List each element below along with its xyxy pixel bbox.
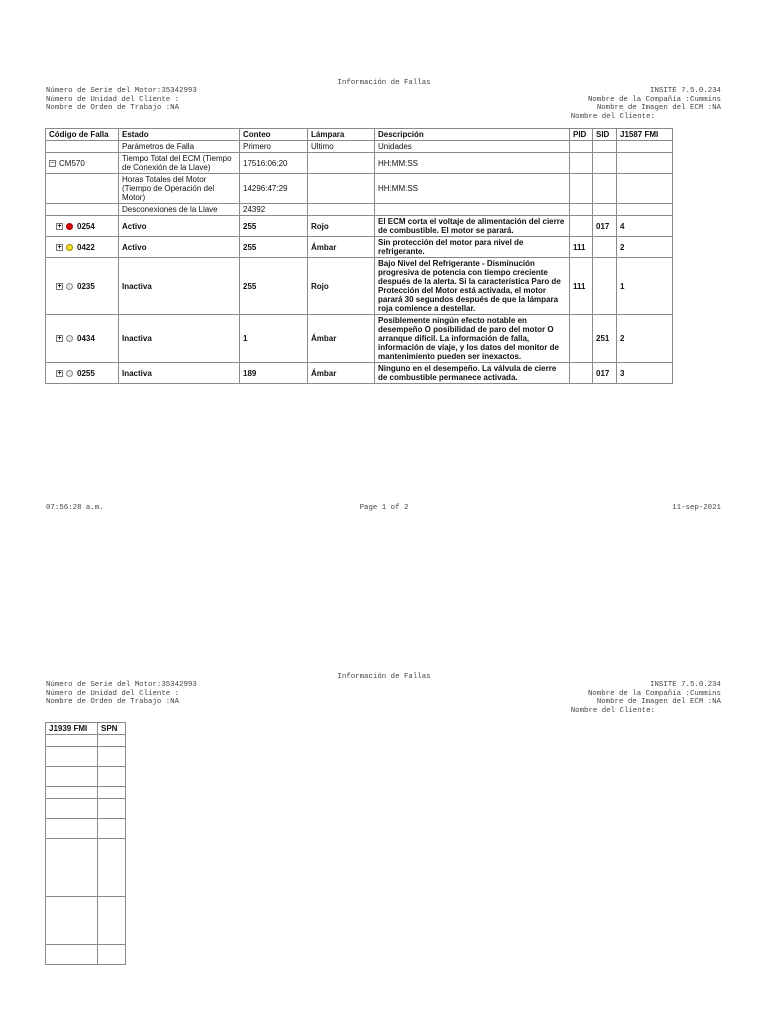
company-name: Nombre de la Compañía :Cummins bbox=[587, 95, 721, 104]
fault-pid bbox=[570, 363, 593, 384]
fault-conteo: 189 bbox=[240, 363, 308, 384]
table-header-row bbox=[46, 723, 126, 735]
table-row bbox=[46, 767, 126, 787]
fault-code-cell[interactable] bbox=[46, 237, 119, 258]
fault-row[interactable] bbox=[46, 258, 673, 315]
fault-lampara: Ámbar bbox=[308, 237, 375, 258]
param-row bbox=[46, 174, 673, 204]
fault-table bbox=[45, 128, 673, 384]
red-lamp-icon bbox=[66, 223, 73, 230]
footer-time: 07:56:28 a.m. bbox=[46, 504, 104, 512]
param-header-row bbox=[46, 141, 673, 153]
fault-fmi: 1 bbox=[617, 258, 673, 315]
param-value: 17516:06:20 bbox=[240, 153, 308, 174]
table-row bbox=[46, 819, 126, 839]
table-row bbox=[46, 897, 126, 945]
fault-fmi: 3 bbox=[617, 363, 673, 384]
fault-code-cell[interactable] bbox=[46, 363, 119, 384]
table-row bbox=[46, 735, 126, 747]
fault-code-cell[interactable] bbox=[46, 315, 119, 363]
fault-descripcion: Posiblemente ningún efecto notable en desempeño O posibilidad de paro del motor O arranque difícil. La información de falla, información de viaje, y los datos del monitor de mantenimiento pueden ser inexactos. bbox=[375, 315, 570, 363]
group-code: CM570 bbox=[59, 158, 85, 168]
work-order: Nombre de Orden de Trabajo :NA bbox=[46, 104, 180, 113]
param-row bbox=[46, 204, 673, 216]
fault-code: 0434 bbox=[77, 334, 95, 343]
group-code-cell[interactable] bbox=[46, 153, 119, 174]
header-right-block bbox=[421, 87, 721, 121]
param-units: HH:MM:SS bbox=[375, 174, 570, 204]
customer-name: Nombre del Cliente: bbox=[570, 112, 655, 121]
fault-row[interactable] bbox=[46, 216, 673, 237]
fault-code: 0422 bbox=[77, 242, 95, 252]
fault-descripcion: Ninguno en el desempeño. La válvula de cierre de combustible permanece activada. bbox=[375, 363, 570, 384]
fault-lampara: Rojo bbox=[308, 216, 375, 237]
j1939-table bbox=[45, 722, 126, 965]
insite-version: INSITE 7.5.0.234 bbox=[650, 681, 721, 689]
fault-sid: 017 bbox=[593, 216, 617, 237]
fault-fmi: 4 bbox=[617, 216, 673, 237]
col-header: Código de Falla bbox=[46, 129, 119, 141]
fault-conteo: 255 bbox=[240, 258, 308, 315]
inactive-lamp-icon bbox=[66, 335, 73, 342]
insite-version: INSITE 7.5.0.234 bbox=[650, 87, 721, 95]
fault-descripcion: Bajo Nivel del Refrigerante - Disminución progresiva de potencia con tiempo creciente después de la alerta. Si la característica Paro de Protección del Motor está activada, el motor parará 30 segundos después de que la lámpara roja comience a destellar. bbox=[375, 258, 570, 315]
param-value: 24392 bbox=[240, 204, 308, 216]
fault-row[interactable] bbox=[46, 237, 673, 258]
fault-estado: Inactiva bbox=[119, 258, 240, 315]
fault-row[interactable] bbox=[46, 315, 673, 363]
expand-icon[interactable]: + bbox=[57, 222, 62, 230]
report-title: Información de Fallas bbox=[337, 79, 431, 87]
fault-sid: 017 bbox=[593, 363, 617, 384]
footer-date: 11-sep-2021 bbox=[672, 504, 721, 512]
customer-name: Nombre del Cliente: bbox=[570, 706, 655, 715]
expand-icon[interactable]: + bbox=[57, 243, 62, 251]
param-name: Tiempo Total del ECM (Tiempo de Conexión de la Llave) bbox=[119, 153, 240, 174]
param-header-lampara: Ultimo bbox=[308, 141, 375, 153]
fault-conteo: 255 bbox=[240, 237, 308, 258]
col-header: Descripción bbox=[375, 129, 570, 141]
header-right-block-page2 bbox=[421, 681, 721, 715]
param-units bbox=[375, 204, 570, 216]
fault-fmi: 2 bbox=[617, 315, 673, 363]
customer-unit: Número de Unidad del Cliente : bbox=[46, 95, 180, 104]
table-row bbox=[46, 747, 126, 767]
fault-descripcion: El ECM corta el voltaje de alimentación del cierre de combustible. El motor se parará. bbox=[375, 216, 570, 237]
header-left-block bbox=[46, 87, 346, 113]
fault-sid bbox=[593, 258, 617, 315]
expand-icon[interactable]: + bbox=[57, 335, 62, 343]
fault-code: 0255 bbox=[77, 368, 95, 378]
fault-fmi: 2 bbox=[617, 237, 673, 258]
fault-pid: 111 bbox=[570, 258, 593, 315]
param-header-descripcion: Unidades bbox=[375, 141, 570, 153]
param-row bbox=[46, 153, 673, 174]
expand-icon[interactable]: + bbox=[57, 369, 62, 377]
col-header: SPN bbox=[98, 723, 126, 735]
param-header-estado: Parámetros de Falla bbox=[119, 141, 240, 153]
fault-descripcion: Sin protección del motor para nivel de refrigerante. bbox=[375, 237, 570, 258]
param-name: Horas Totales del Motor (Tiempo de Operación del Motor) bbox=[119, 174, 240, 204]
ecm-image-name: Nombre de Imagen del ECM :NA bbox=[596, 698, 721, 707]
table-row bbox=[46, 787, 126, 799]
param-units: HH:MM:SS bbox=[375, 153, 570, 174]
inactive-lamp-icon bbox=[66, 283, 73, 290]
expand-icon[interactable]: + bbox=[57, 282, 62, 290]
customer-unit: Número de Unidad del Cliente : bbox=[46, 689, 180, 698]
fault-code-cell[interactable] bbox=[46, 258, 119, 315]
fault-estado: Activo bbox=[119, 237, 240, 258]
param-name: Desconexiones de la Llave bbox=[119, 204, 240, 216]
col-header: J1939 FMI bbox=[46, 723, 98, 735]
col-header: J1587 FMI bbox=[617, 129, 673, 141]
fault-sid bbox=[593, 237, 617, 258]
ecm-image-name: Nombre de Imagen del ECM :NA bbox=[596, 104, 721, 113]
table-row bbox=[46, 799, 126, 819]
param-header-conteo: Primero bbox=[240, 141, 308, 153]
param-value: 14296:47:29 bbox=[240, 174, 308, 204]
fault-estado: Activo bbox=[119, 216, 240, 237]
col-header: PID bbox=[570, 129, 593, 141]
company-name: Nombre de la Compañía :Cummins bbox=[587, 689, 721, 698]
engine-serial: Número de Serie del Motor:35342993 bbox=[46, 87, 197, 95]
col-header: Lámpara bbox=[308, 129, 375, 141]
fault-estado: Inactiva bbox=[119, 363, 240, 384]
work-order: Nombre de Orden de Trabajo :NA bbox=[46, 698, 180, 707]
footer-page: Page 1 of 2 bbox=[359, 504, 409, 512]
inactive-lamp-icon bbox=[66, 370, 73, 377]
fault-pid: 111 bbox=[570, 237, 593, 258]
fault-lampara: Ámbar bbox=[308, 363, 375, 384]
header-left-block-page2 bbox=[46, 681, 346, 707]
table-header-row bbox=[46, 129, 673, 141]
amber-lamp-icon bbox=[66, 244, 73, 251]
fault-row[interactable] bbox=[46, 363, 673, 384]
col-header: SID bbox=[593, 129, 617, 141]
fault-pid bbox=[570, 315, 593, 363]
fault-lampara: Rojo bbox=[308, 258, 375, 315]
fault-code: 0254 bbox=[77, 221, 95, 231]
fault-code-cell[interactable] bbox=[46, 216, 119, 237]
collapse-icon[interactable]: − bbox=[50, 159, 55, 167]
fault-estado: Inactiva bbox=[119, 315, 240, 363]
col-header: Conteo bbox=[240, 129, 308, 141]
col-header: Estado bbox=[119, 129, 240, 141]
fault-lampara: Ámbar bbox=[308, 315, 375, 363]
fault-conteo: 1 bbox=[240, 315, 308, 363]
engine-serial: Número de Serie del Motor:35342993 bbox=[46, 681, 197, 689]
fault-pid bbox=[570, 216, 593, 237]
fault-code: 0235 bbox=[77, 281, 95, 291]
report-title-page2: Información de Fallas bbox=[337, 673, 431, 681]
fault-conteo: 255 bbox=[240, 216, 308, 237]
table-row bbox=[46, 945, 126, 965]
fault-sid: 251 bbox=[593, 315, 617, 363]
table-row bbox=[46, 839, 126, 897]
